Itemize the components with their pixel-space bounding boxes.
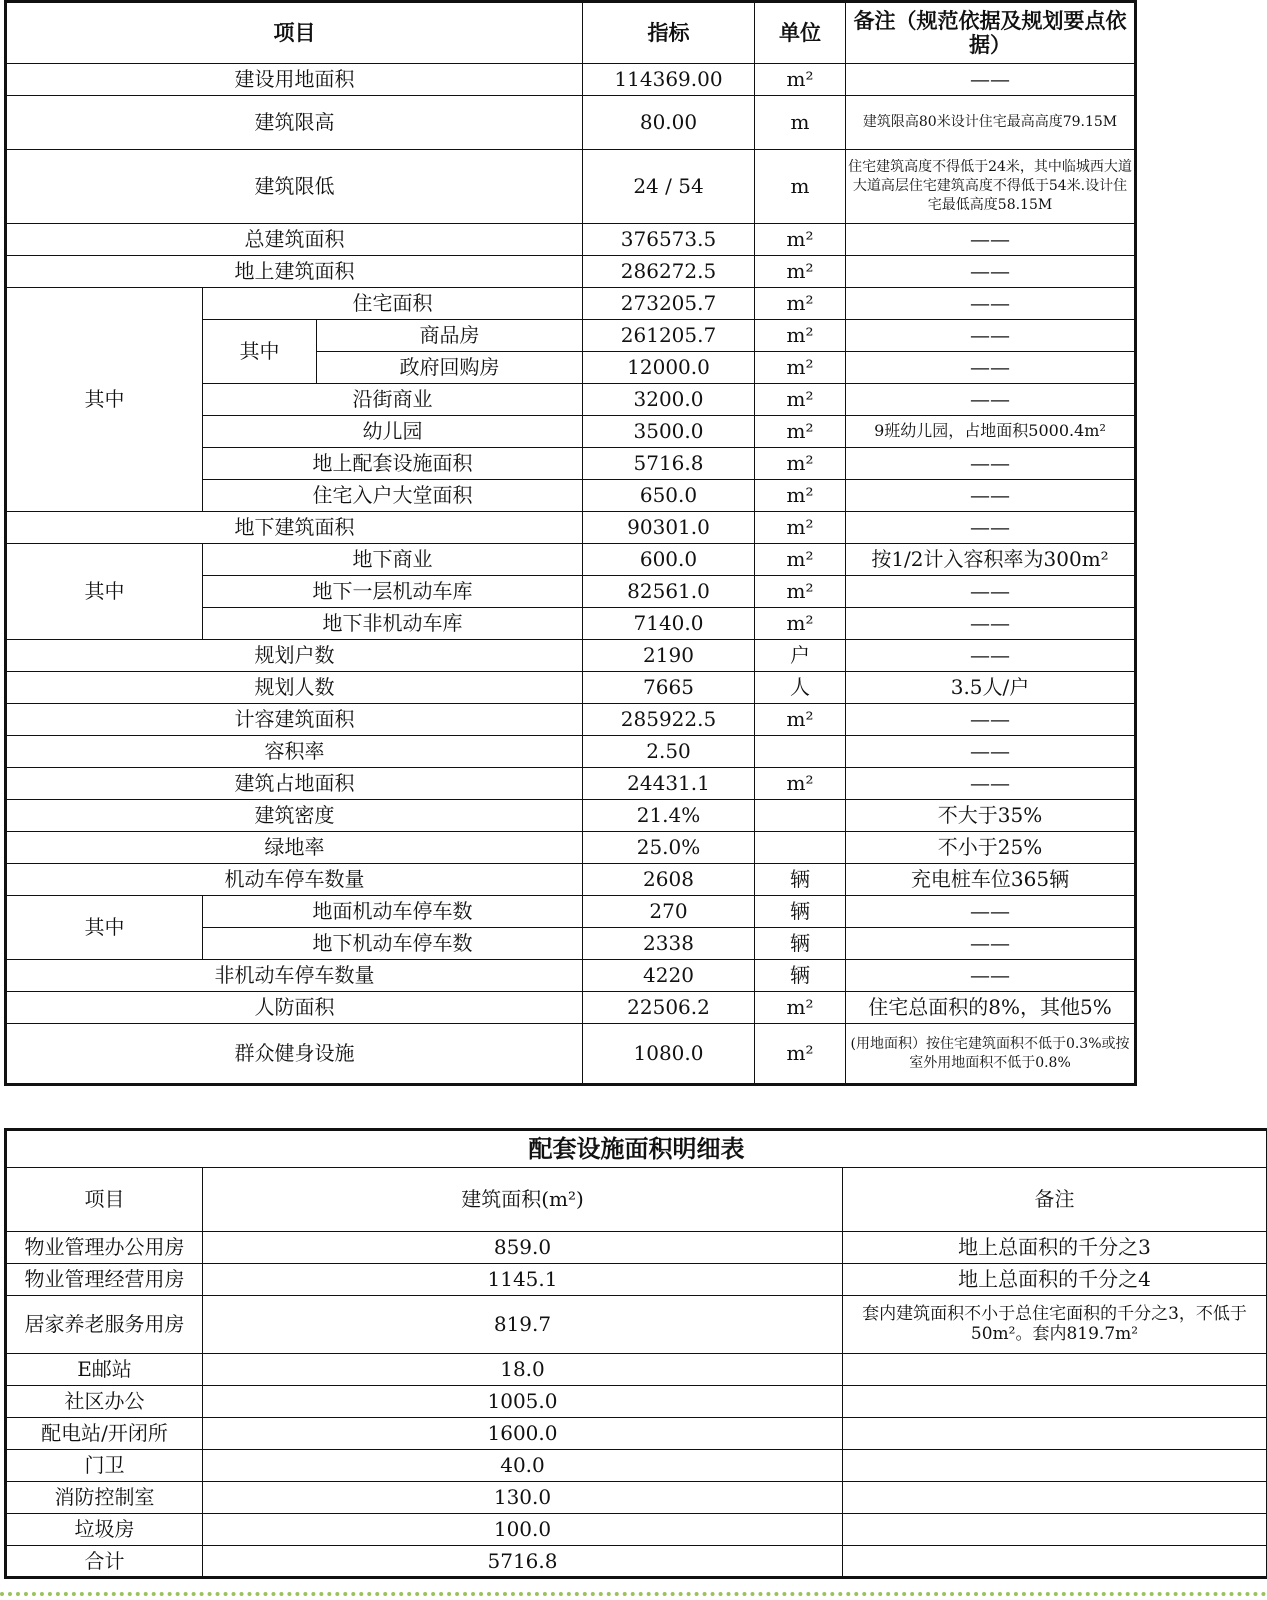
row-remark: 不大于35%	[846, 800, 1136, 832]
row-value: 90301.0	[583, 512, 755, 544]
row-remark: ——	[846, 960, 1136, 992]
row-remark: ——	[846, 448, 1136, 480]
table-row	[6, 960, 1136, 992]
row-unit: m²	[755, 992, 846, 1024]
facility-header-remark: 备注	[843, 1168, 1267, 1232]
facility-area: 859.0	[203, 1232, 843, 1264]
row-value: 2.50	[583, 736, 755, 768]
facility-header-row	[6, 1168, 1267, 1232]
facility-remark	[843, 1482, 1267, 1514]
row-label: 总建筑面积	[6, 224, 583, 256]
group-label: 其中	[6, 896, 203, 960]
table-row	[6, 1354, 1267, 1386]
row-label: 地下商业	[203, 544, 583, 576]
row-unit: 辆	[755, 928, 846, 960]
row-unit: m²	[755, 384, 846, 416]
row-label: 绿地率	[6, 832, 583, 864]
row-value: 600.0	[583, 544, 755, 576]
row-label: 规划户数	[6, 640, 583, 672]
table-row	[6, 864, 1136, 896]
row-label: 建筑密度	[6, 800, 583, 832]
facility-remark: 地上总面积的千分之3	[843, 1232, 1267, 1264]
row-unit: 辆	[755, 896, 846, 928]
table-row	[6, 736, 1136, 768]
facility-remark	[843, 1418, 1267, 1450]
facility-header-item: 项目	[6, 1168, 203, 1232]
table-row	[6, 800, 1136, 832]
row-unit: m²	[755, 512, 846, 544]
facility-item: 物业管理办公用房	[6, 1232, 203, 1264]
row-value: 24431.1	[583, 768, 755, 800]
row-label: 沿街商业	[203, 384, 583, 416]
row-label: 政府回购房	[317, 352, 583, 384]
table-row	[6, 544, 1136, 576]
facility-area: 1005.0	[203, 1386, 843, 1418]
row-value: 3500.0	[583, 416, 755, 448]
facility-item: 门卫	[6, 1450, 203, 1482]
row-unit	[755, 736, 846, 768]
facility-item: 配电站/开闭所	[6, 1418, 203, 1450]
row-label: 地上建筑面积	[6, 256, 583, 288]
table-row	[6, 224, 1136, 256]
table-row	[6, 768, 1136, 800]
row-label: 地上配套设施面积	[203, 448, 583, 480]
row-unit: m²	[755, 448, 846, 480]
row-remark: ——	[846, 224, 1136, 256]
table-row	[6, 150, 1136, 224]
row-label: 人防面积	[6, 992, 583, 1024]
page-bottom-divider	[0, 1592, 1267, 1596]
table-row	[6, 1024, 1136, 1085]
row-remark: ——	[846, 608, 1136, 640]
row-unit: 辆	[755, 960, 846, 992]
table-row	[6, 1482, 1267, 1514]
row-remark: ——	[846, 480, 1136, 512]
row-remark: 不小于25%	[846, 832, 1136, 864]
table-row	[6, 288, 1136, 320]
row-value: 270	[583, 896, 755, 928]
facility-item: 垃圾房	[6, 1514, 203, 1546]
group-label: 其中	[6, 288, 203, 512]
row-remark: ——	[846, 704, 1136, 736]
row-label: 建设用地面积	[6, 64, 583, 96]
facility-item: 消防控制室	[6, 1482, 203, 1514]
row-value: 7140.0	[583, 608, 755, 640]
row-label: 容积率	[6, 736, 583, 768]
table-row	[6, 896, 1136, 928]
row-remark: ——	[846, 256, 1136, 288]
facility-area: 1145.1	[203, 1264, 843, 1296]
row-remark: 充电桩车位365辆	[846, 864, 1136, 896]
table-row	[6, 1450, 1267, 1482]
row-label: 商品房	[317, 320, 583, 352]
table-row	[6, 992, 1136, 1024]
row-label: 机动车停车数量	[6, 864, 583, 896]
row-value: 25.0%	[583, 832, 755, 864]
row-label: 计容建筑面积	[6, 704, 583, 736]
facility-item: 居家养老服务用房	[6, 1296, 203, 1354]
facility-area: 819.7	[203, 1296, 843, 1354]
row-value: 286272.5	[583, 256, 755, 288]
row-label: 建筑限低	[6, 150, 583, 224]
facility-remark: 套内建筑面积不小于总住宅面积的千分之3，不低于50m²。套内819.7m²	[843, 1296, 1267, 1354]
row-remark: ——	[846, 288, 1136, 320]
row-unit: m²	[755, 224, 846, 256]
facility-remark	[843, 1514, 1267, 1546]
row-label: 地面机动车停车数	[203, 896, 583, 928]
facility-area: 5716.8	[203, 1546, 843, 1578]
row-remark: ——	[846, 352, 1136, 384]
row-label: 群众健身设施	[6, 1024, 583, 1085]
header-remark: 备注（规范依据及规划要点依据）	[846, 2, 1136, 64]
facility-area: 40.0	[203, 1450, 843, 1482]
row-label: 规划人数	[6, 672, 583, 704]
row-unit: m²	[755, 256, 846, 288]
row-value: 4220	[583, 960, 755, 992]
row-unit: m	[755, 96, 846, 150]
row-unit	[755, 800, 846, 832]
row-unit: 人	[755, 672, 846, 704]
row-label: 住宅入户大堂面积	[203, 480, 583, 512]
facility-header-area: 建筑面积(m²)	[203, 1168, 843, 1232]
facility-remark	[843, 1450, 1267, 1482]
table-row	[6, 64, 1136, 96]
row-unit: m²	[755, 352, 846, 384]
row-value: 2190	[583, 640, 755, 672]
facility-item: E邮站	[6, 1354, 203, 1386]
row-value: 80.00	[583, 96, 755, 150]
row-unit: m²	[755, 608, 846, 640]
facility-table-title: 配套设施面积明细表	[6, 1130, 1267, 1168]
table-row	[6, 256, 1136, 288]
row-remark: 住宅总面积的8%，其他5%	[846, 992, 1136, 1024]
group-label: 其中	[6, 544, 203, 640]
facility-area: 130.0	[203, 1482, 843, 1514]
row-value: 82561.0	[583, 576, 755, 608]
row-remark: ——	[846, 736, 1136, 768]
row-remark: ——	[846, 576, 1136, 608]
row-value: 7665	[583, 672, 755, 704]
row-label: 地下机动车停车数	[203, 928, 583, 960]
table-row	[6, 704, 1136, 736]
table-row	[6, 512, 1136, 544]
row-value: 5716.8	[583, 448, 755, 480]
row-value: 3200.0	[583, 384, 755, 416]
table-row	[6, 672, 1136, 704]
row-unit: m²	[755, 768, 846, 800]
facility-remark	[843, 1354, 1267, 1386]
row-unit: 户	[755, 640, 846, 672]
facility-area-table	[4, 1128, 1267, 1579]
row-unit: m²	[755, 288, 846, 320]
row-unit: m²	[755, 480, 846, 512]
table-row	[6, 1514, 1267, 1546]
table-row	[6, 1386, 1267, 1418]
row-label: 非机动车停车数量	[6, 960, 583, 992]
row-value: 12000.0	[583, 352, 755, 384]
table-row	[6, 1296, 1267, 1354]
row-unit: m²	[755, 704, 846, 736]
facility-item: 物业管理经营用房	[6, 1264, 203, 1296]
row-unit: m	[755, 150, 846, 224]
row-remark: 9班幼儿园，占地面积5000.4m²	[846, 416, 1136, 448]
row-remark: 按1/2计入容积率为300m²	[846, 544, 1136, 576]
row-remark: 建筑限高80米设计住宅最高高度79.15M	[846, 96, 1136, 150]
table-row	[6, 1546, 1267, 1578]
row-unit: m²	[755, 544, 846, 576]
row-label: 建筑限高	[6, 96, 583, 150]
row-unit: m²	[755, 320, 846, 352]
row-value: 2338	[583, 928, 755, 960]
table-row	[6, 1418, 1267, 1450]
row-remark: ——	[846, 384, 1136, 416]
row-remark: ——	[846, 512, 1136, 544]
row-value: 22506.2	[583, 992, 755, 1024]
row-label: 地下非机动车库	[203, 608, 583, 640]
table-row	[6, 1232, 1267, 1264]
row-unit	[755, 832, 846, 864]
row-remark: ——	[846, 320, 1136, 352]
row-unit: m²	[755, 1024, 846, 1085]
facility-item: 合计	[6, 1546, 203, 1578]
table-row	[6, 832, 1136, 864]
row-remark: ——	[846, 64, 1136, 96]
row-remark: 3.5人/户	[846, 672, 1136, 704]
facility-remark	[843, 1386, 1267, 1418]
facility-item: 社区办公	[6, 1386, 203, 1418]
table-row	[6, 96, 1136, 150]
row-value: 261205.7	[583, 320, 755, 352]
row-remark: ——	[846, 896, 1136, 928]
row-remark: ——	[846, 640, 1136, 672]
row-value: 114369.00	[583, 64, 755, 96]
row-value: 376573.5	[583, 224, 755, 256]
facility-remark: 地上总面积的千分之4	[843, 1264, 1267, 1296]
facility-area: 1600.0	[203, 1418, 843, 1450]
facility-remark	[843, 1546, 1267, 1578]
header-indicator: 指标	[583, 2, 755, 64]
row-label: 幼儿园	[203, 416, 583, 448]
row-value: 21.4%	[583, 800, 755, 832]
table-row	[6, 1264, 1267, 1296]
row-label: 地下一层机动车库	[203, 576, 583, 608]
row-remark: ——	[846, 768, 1136, 800]
subgroup-label: 其中	[203, 320, 317, 384]
table-row	[6, 640, 1136, 672]
row-value: 285922.5	[583, 704, 755, 736]
row-value: 650.0	[583, 480, 755, 512]
row-label: 建筑占地面积	[6, 768, 583, 800]
facility-area: 18.0	[203, 1354, 843, 1386]
planning-indicators-table	[4, 0, 1137, 1086]
header-item: 项目	[6, 2, 583, 64]
row-unit: m²	[755, 64, 846, 96]
row-value: 24 / 54	[583, 150, 755, 224]
row-remark: ——	[846, 928, 1136, 960]
row-remark: 住宅建筑高度不得低于24米，其中临城西大道大道高层住宅建筑高度不得低于54米.设计住宅最低高度58.15M	[846, 150, 1136, 224]
row-label: 住宅面积	[203, 288, 583, 320]
row-label: 地下建筑面积	[6, 512, 583, 544]
row-unit: m²	[755, 576, 846, 608]
row-unit: 辆	[755, 864, 846, 896]
header-row	[6, 2, 1136, 64]
row-remark: (用地面积）按住宅建筑面积不低于0.3%或按室外用地面积不低于0.8%	[846, 1024, 1136, 1085]
facility-area: 100.0	[203, 1514, 843, 1546]
row-value: 1080.0	[583, 1024, 755, 1085]
row-unit: m²	[755, 416, 846, 448]
facility-title-row	[6, 1130, 1267, 1168]
row-value: 2608	[583, 864, 755, 896]
row-value: 273205.7	[583, 288, 755, 320]
header-unit: 单位	[755, 2, 846, 64]
